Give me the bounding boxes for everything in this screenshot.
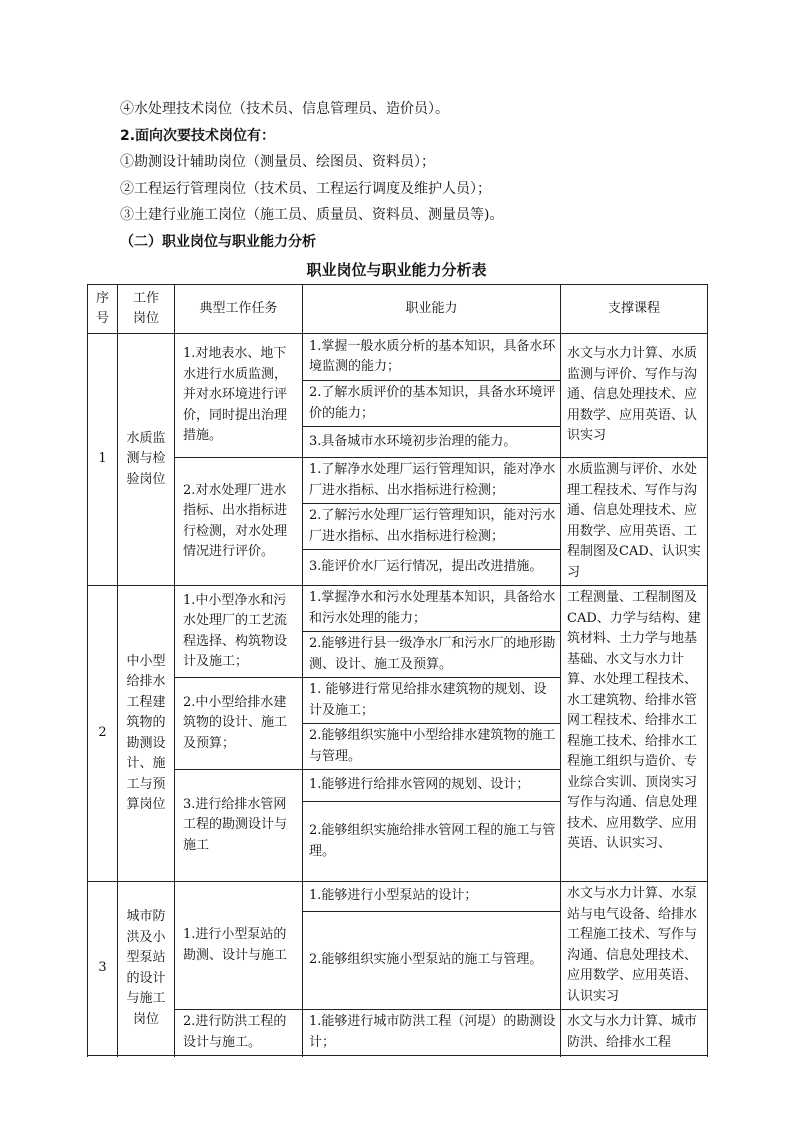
ability-cell: 1.了解净水处理厂运行管理知识，能对净水厂进水指标、出水指标进行检测； (303, 458, 561, 504)
table-row (88, 334, 708, 381)
post-cell: 中小型给排水工程建筑物的勘测设计、施工与预算岗位 (118, 586, 175, 882)
course-cell: 工程测量、工程制图及CAD、力学与结构、建筑材料、土力学与地基基础、水文与水力计算、水处理工程技术、水工建筑物、给排水管网工程技术、给排水工程施工技术、给排水工程施工组织与造价、专业综合实训、顶岗实习写作与沟通、信息处理技术、应用数学、应用英语、认识实习、 (561, 586, 708, 882)
post-cell: 水质监测与检验岗位 (118, 334, 175, 586)
intro-item-c: ③土建行业施工岗位（施工员、质量员、资料员、测量员等)。 (120, 207, 504, 223)
ability-cell: 1.能够进行城市防洪工程（河堤）的勘测设计； (303, 1010, 561, 1056)
table-header-row (88, 285, 708, 334)
ability-cell: 2.能够组织实施小型泵站的施工与管理。 (303, 911, 561, 1009)
header-post: 工作岗位 (118, 285, 175, 334)
course-cell: 水文与水力计算、水泵站与电气设备、给排水工程施工技术、写作与沟通、信息处理技术、应用数学、应用英语、认识实习 (561, 882, 708, 1010)
header-course: 支撑课程 (561, 285, 708, 334)
task-cell: 1.中小型净水和污水处理厂的工艺流程选择、构筑物设计及施工； (175, 586, 303, 678)
task-cell: 1.对地表水、地下水进行水质监测，并对水环境进行评价，同时提出治理措施。 (175, 334, 303, 458)
table-row (88, 882, 708, 912)
row-number: 2 (88, 586, 118, 882)
ability-cell: 2.了解污水处理厂运行管理知识，能对污水厂进水指标、出水指标进行检测； (303, 504, 561, 550)
header-ability: 职业能力 (303, 285, 561, 334)
subheading-secondary-posts: 2.面向次要技术岗位有： (120, 128, 276, 144)
ability-cell: 3.具备城市水环境初步治理的能力。 (303, 427, 561, 458)
header-no: 序号 (88, 285, 118, 334)
table-row (88, 1010, 708, 1056)
task-cell: 2.进行防洪工程的设计与施工。 (175, 1010, 303, 1056)
task-cell: 1.进行小型泵站的勘测、设计与施工 (175, 882, 303, 1010)
intro-item-4: ④水处理技术岗位（技术员、信息管理员、造价员）。 (120, 101, 449, 117)
ability-cell: 2.能够组织实施中小型给排水建筑物的施工与管理。 (303, 724, 561, 770)
task-cell: 2.对水处理厂进水指标、出水指标进行检测，对水处理情况进行评价。 (175, 458, 303, 586)
table-row (88, 458, 708, 504)
ability-cell: 1.掌握一般水质分析的基本知识，具备水环境监测的能力； (303, 334, 561, 381)
ability-cell: 2.能够进行县一级净水厂和污水厂的地形勘测、设计、施工及预算。 (303, 632, 561, 678)
ability-cell: 1. 能够进行常见给排水建筑物的规划、设计及施工； (303, 678, 561, 724)
intro-item-a: ①勘测设计辅助岗位（测量员、绘图员、资料员）； (120, 154, 435, 170)
table-caption: 职业岗位与职业能力分析表 (306, 261, 487, 279)
ability-cell: 3.能评价水厂运行情况，提出改进措施。 (303, 550, 561, 586)
section-heading: （二）职业岗位与职业能力分析 (120, 234, 316, 250)
intro-item-b: ②工程运行管理岗位（技术员、工程运行调度及维护人员）； (120, 181, 491, 197)
ability-cell: 1.能够进行给排水管网的规划、设计； (303, 770, 561, 802)
ability-analysis-table (87, 284, 708, 1056)
ability-cell: 1.掌握净水和污水处理基本知识，具备给水和污水处理的能力； (303, 586, 561, 632)
table-row (88, 586, 708, 632)
ability-cell: 2.了解水质评价的基本知识，具备水环境评价的能力； (303, 381, 561, 427)
course-cell: 水质监测与评价、水处理工程技术、写作与沟通、信息处理技术、应用数学、应用英语、工程制图及CAD、认识实习 (561, 458, 708, 586)
task-cell: 2.中小型给排水建筑物的设计、施工及预算； (175, 678, 303, 770)
task-cell: 3.进行给排水管网工程的勘测设计与施工 (175, 770, 303, 882)
header-task: 典型工作任务 (175, 285, 303, 334)
course-cell: 水文与水力计算、城市防洪、给排水工程 (561, 1010, 708, 1056)
ability-cell: 1.能够进行小型泵站的设计； (303, 882, 561, 912)
course-cell: 水文与水力计算、水质监测与评价、写作与沟通、信息处理技术、应用数学、应用英语、认识实习 (561, 334, 708, 458)
post-cell: 城市防洪及小型泵站的设计与施工岗位 (118, 882, 175, 1056)
row-number: 1 (88, 334, 118, 586)
ability-cell: 2.能够组织实施给排水管网工程的施工与管理。 (303, 802, 561, 882)
row-number: 3 (88, 882, 118, 1056)
